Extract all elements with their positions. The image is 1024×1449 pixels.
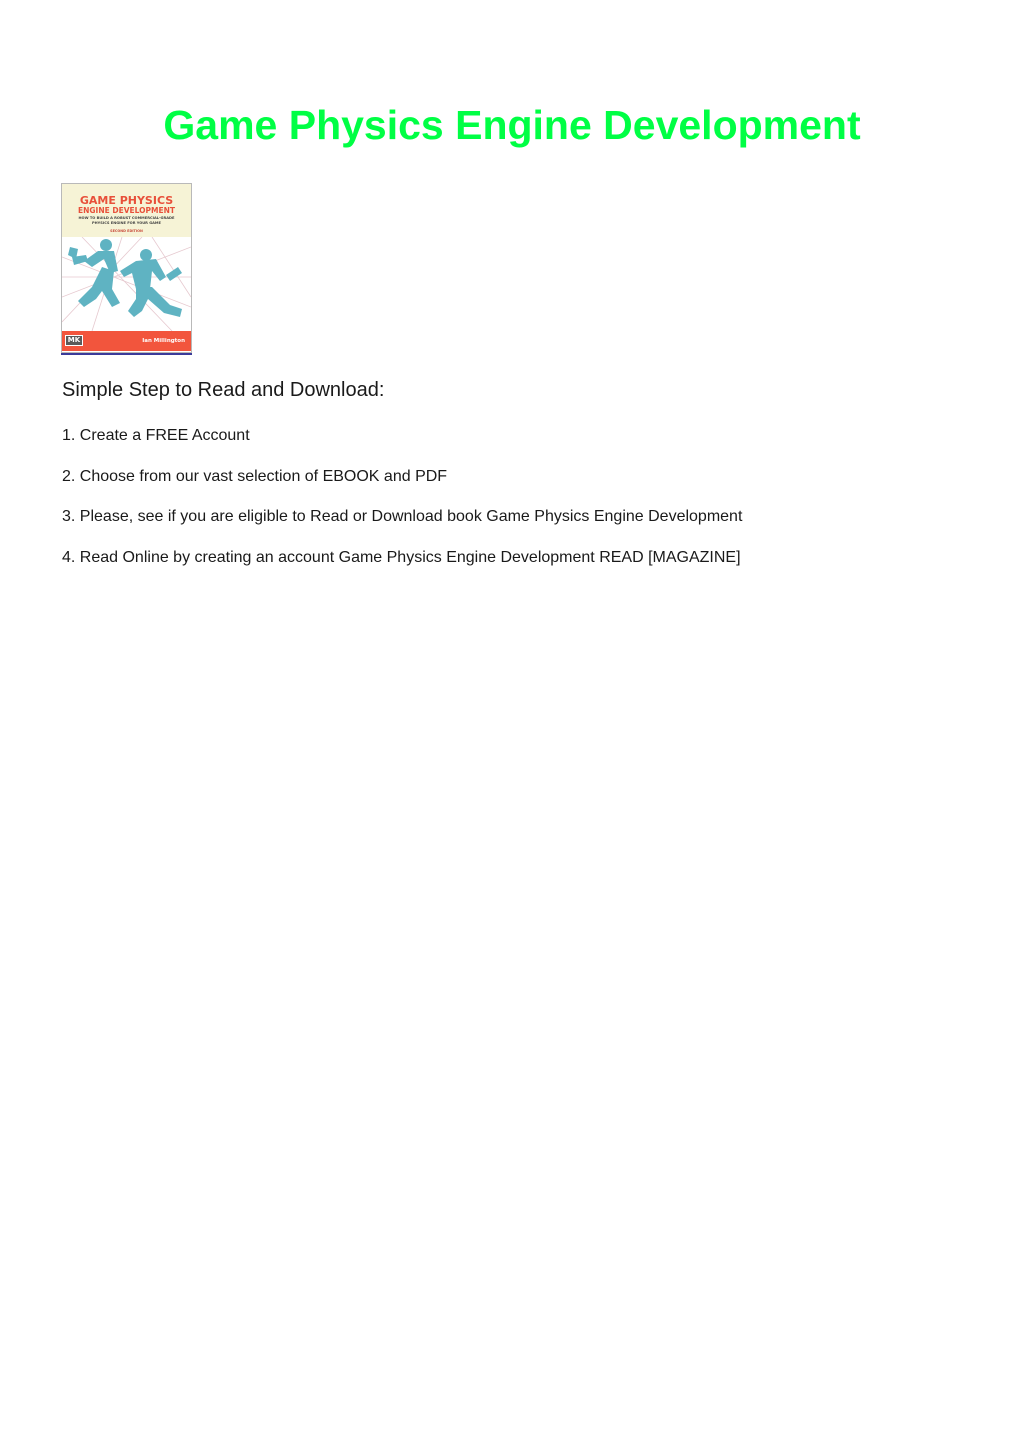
cover-author: Ian Millington — [142, 338, 185, 344]
cover-title-line2: ENGINE DEVELOPMENT — [78, 206, 175, 215]
cover-artwork — [62, 237, 191, 331]
book-cover-image — [61, 183, 192, 353]
cover-subtitle-line2: PHYSICS ENGINE FOR YOUR GAME — [92, 221, 161, 225]
step-item: 4. Read Online by creating an account Game Physics Engine Development READ [MAGAZINE] — [62, 548, 741, 566]
cover-underline — [61, 353, 192, 355]
cover-footer-band — [62, 331, 191, 351]
page-title: Game Physics Engine Development — [163, 102, 861, 148]
cover-header — [62, 184, 191, 237]
step-item: 2. Choose from our vast selection of EBOOK and PDF — [62, 467, 448, 485]
fighting-figures-illustration — [62, 237, 191, 331]
cover-title-line1: GAME PHYSICS — [79, 194, 174, 207]
steps-heading: Simple Step to Read and Download: — [62, 379, 385, 401]
publisher-logo: MK — [65, 335, 83, 346]
steps-list — [62, 425, 742, 587]
cover-edition: SECOND EDITION — [110, 229, 143, 233]
step-item: 3. Please, see if you are eligible to Read or Download book Game Physics Engine Development — [62, 508, 743, 525]
step-item: 1. Create a FREE Account — [62, 427, 250, 444]
cover-subtitle-line1: HOW TO BUILD A ROBUST COMMERCIAL-GRADE — [78, 216, 175, 220]
